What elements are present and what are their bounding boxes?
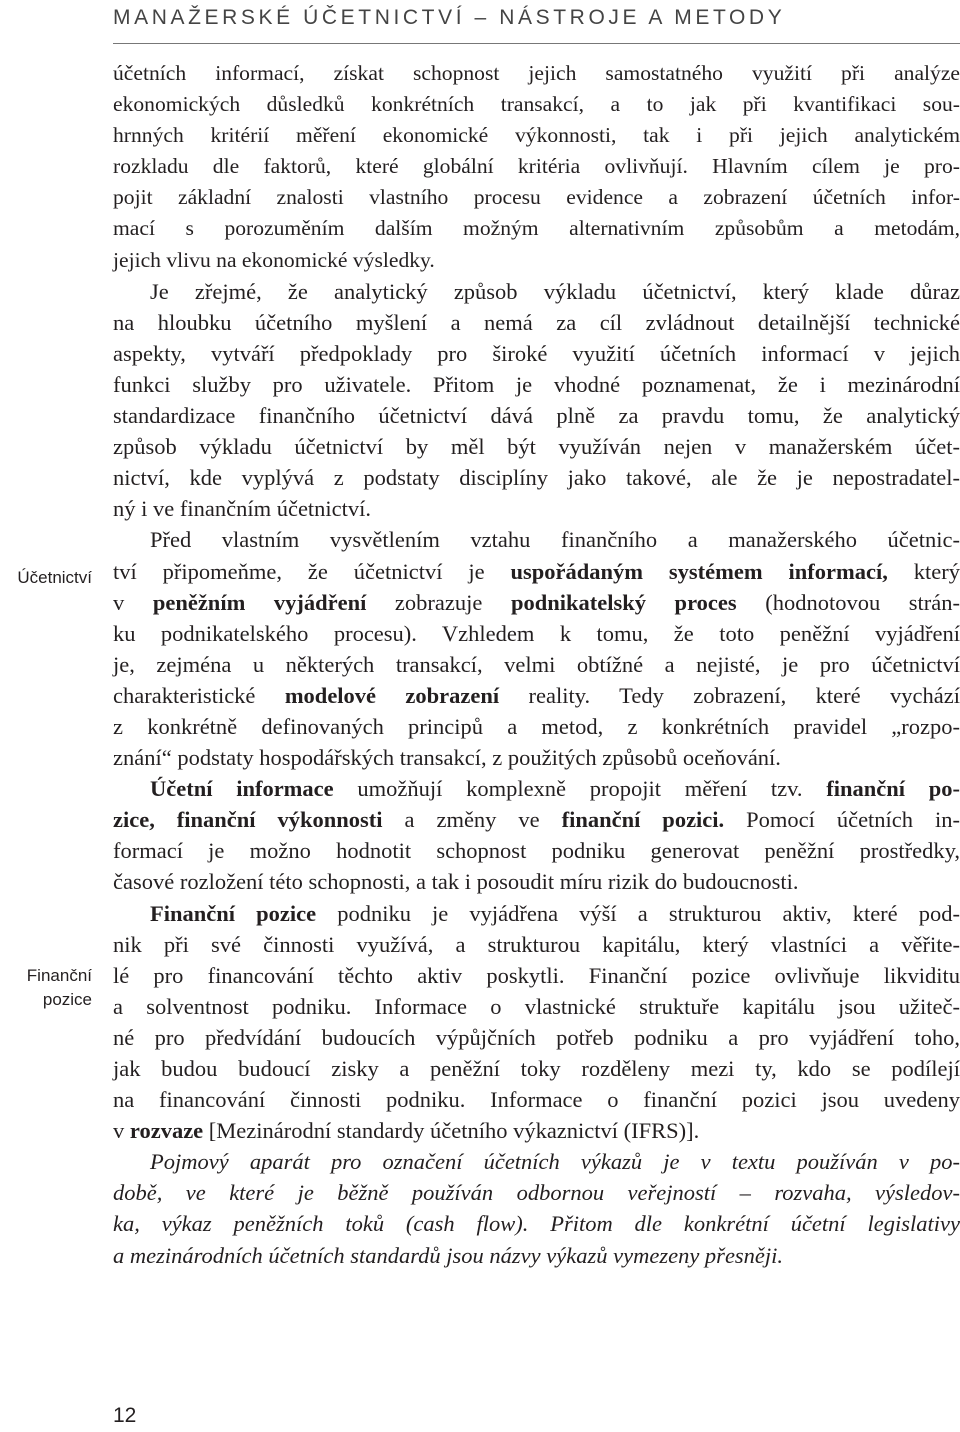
emphasis-ucetni-informace: Účetní informace bbox=[150, 776, 334, 802]
text-line: Je zřejmé, že analytický způsob výkladu účetnictví, který klade důraz bbox=[150, 278, 960, 304]
text-line bbox=[113, 587, 960, 618]
text-line bbox=[113, 773, 960, 804]
paragraph-2 bbox=[113, 276, 960, 525]
header-rule bbox=[113, 43, 960, 44]
text-line: znání“ podstaty hospodářských transakcí, z použitých způsobů oceňování. bbox=[113, 745, 781, 771]
emphasis-financni-vykonnosti: zice, finanční výkonnosti bbox=[113, 807, 383, 833]
paragraph-6-italic bbox=[113, 1146, 960, 1270]
text-run: (hodnotovou strán- bbox=[736, 589, 960, 615]
emphasis-financni-pozice: finanční po- bbox=[826, 776, 960, 802]
text-run: v bbox=[113, 1118, 130, 1144]
text-run: zobrazuje bbox=[366, 589, 511, 615]
text-run: a změny ve bbox=[382, 807, 562, 833]
text-line: jejich vlivu na ekonomické výsledky. bbox=[113, 247, 435, 272]
text-line: z konkrétně definovaných principů a metod, z konkrétních pravidel „rozpo- bbox=[113, 713, 960, 739]
page-number: 12 bbox=[113, 1404, 137, 1427]
text-line: rozkladu dle faktorů, které globální kritéria ovlivňují. Hlavním cílem je pro- bbox=[113, 154, 960, 179]
text-line bbox=[113, 804, 960, 835]
text-line: Pojmový aparát pro označení účetních výkazů je v textu používán v po- bbox=[150, 1149, 960, 1175]
text-line: aspekty, vytváří předpoklady pro široké využití účetních informací v jejich bbox=[113, 340, 960, 366]
text-line: hrnných kritérií měření ekonomické výkonnosti, tak i při jejich analytickém bbox=[113, 123, 960, 148]
text-line: formací je možno hodnotit schopnost podniku generovat peněžní prostředky, bbox=[113, 838, 960, 864]
paragraph-4 bbox=[113, 773, 960, 897]
text-run: v bbox=[113, 589, 153, 615]
text-line: a solventnost podniku. Informace o vlastnické struktuře kapitálu jsou užiteč- bbox=[113, 993, 960, 1019]
text-line: účetních informací, získat schopnost jejich samostatného využití při analýze bbox=[113, 61, 960, 85]
emphasis-penezni-vyjadreni: peněžním vyjádření bbox=[152, 589, 367, 615]
text-run: [Mezinárodní standardy účetního výkaznictví (IFRS)]. bbox=[203, 1118, 700, 1144]
text-line: nik při své činnosti využívá, a strukturou kapitálu, který vlastníci a věřite- bbox=[113, 931, 960, 957]
paragraph-1 bbox=[113, 58, 960, 276]
emphasis-modelove-zobrazeni: modelové zobrazení bbox=[284, 682, 500, 708]
text-line: na hloubku účetního myšlení a nemá za cíl zvládnout detailnější technické bbox=[113, 309, 960, 335]
text-line bbox=[113, 556, 960, 587]
text-line: ný i ve finančním účetnictví. bbox=[113, 496, 372, 522]
text-line: lé pro financování těchto aktiv poskytli. Finanční pozice ovlivňuje likviditu bbox=[113, 962, 960, 988]
text-run: Pomocí účetních in- bbox=[724, 807, 960, 833]
text-line: době, ve které je běžně používán odbornou veřejností – rozvaha, výsledov- bbox=[113, 1180, 960, 1206]
text-line bbox=[113, 898, 960, 929]
text-line bbox=[113, 1115, 960, 1146]
text-line: ku podnikatelského procesu). Vzhledem k tomu, že toto peněžní vyjádření bbox=[113, 620, 960, 646]
margin-note-ucetnictvi bbox=[0, 566, 92, 590]
text-run: umožňují komplexně propojit měření tzv. bbox=[333, 776, 827, 802]
text-line: jak budou budoucí zisky a peněžní toky rozděleny mezi ty, kdo se podílejí bbox=[113, 1056, 960, 1081]
margin-note-line: Účetnictví bbox=[17, 568, 92, 587]
paragraph-3 bbox=[113, 524, 960, 773]
emphasis-financni-pozice: Finanční pozice bbox=[150, 900, 317, 926]
running-header: MANAŽERSKÉ ÚČETNICTVÍ – NÁSTROJE A METODY bbox=[113, 6, 786, 29]
margin-note-line: pozice bbox=[42, 990, 92, 1009]
text-line: funkci služby pro uživatele. Přitom je vhodné poznamenat, že i mezinárodní bbox=[113, 371, 960, 397]
body-text bbox=[113, 58, 960, 1271]
emphasis-financni-pozici: finanční pozici. bbox=[561, 807, 725, 833]
text-run: podniku je vyjádřena výší a strukturou aktiv, které pod- bbox=[316, 900, 960, 926]
text-line: je, zejména u některých transakcí, velmi obtížné a nejisté, je pro účetnictví bbox=[113, 651, 960, 677]
text-run: který bbox=[887, 558, 960, 584]
text-line: na financování činnosti podniku. Informace o finanční pozici jsou uvedeny bbox=[113, 1087, 960, 1113]
text-line: standardizace finančního účetnictví dává plně za pravdu tomu, že analytický bbox=[113, 403, 960, 429]
text-run: charakteristické bbox=[113, 682, 285, 708]
text-line: ekonomických důsledků konkrétních transakcí, a to jak při kvantifikaci sou- bbox=[113, 92, 960, 117]
text-line: né pro předvídání budoucích výpůjčních potřeb podniku a pro vyjádření toho, bbox=[113, 1024, 960, 1050]
text-line bbox=[113, 680, 960, 711]
paragraph-5 bbox=[113, 898, 960, 1147]
text-line: a mezinárodních účetních standardů jsou názvy výkazů vymezeny přesněji. bbox=[113, 1242, 784, 1268]
text-run: reality. Tedy zobrazení, které vychází bbox=[499, 682, 960, 708]
margin-note-financni-pozice bbox=[0, 964, 92, 1012]
text-line: Před vlastním vysvětlením vztahu finančního a manažerského účetnic- bbox=[150, 527, 960, 553]
emphasis-uspořádaný-systém-informací: uspořádaným systémem informací, bbox=[510, 558, 888, 584]
text-line: nictví, kde vyplývá z podstaty disciplíny jako takové, ale že je nepostradatel- bbox=[113, 465, 960, 491]
text-line: časové rozložení této schopnosti, a tak i posoudit míru rizik do budoucnosti. bbox=[113, 869, 799, 895]
text-line: mací s porozuměním dalším možným alternativním způsobům a metodám, bbox=[113, 216, 960, 241]
text-run: tví připomeňme, že účetnictví je bbox=[113, 558, 511, 584]
emphasis-podnikatelsky-proces: podnikatelský proces bbox=[510, 589, 737, 615]
text-line: ka, výkaz peněžních toků (cash flow). Přitom dle konkrétní účetní legislativy bbox=[113, 1211, 960, 1237]
text-line: pojit základní znalosti vlastního procesu evidence a zobrazení účetních infor- bbox=[113, 185, 960, 210]
text-line: způsob výkladu účetnictví by měl být využíván nejen v manažerském účet- bbox=[113, 434, 960, 460]
margin-note-line: Finanční bbox=[26, 966, 92, 985]
emphasis-rozvaze: rozvaze bbox=[129, 1118, 204, 1144]
